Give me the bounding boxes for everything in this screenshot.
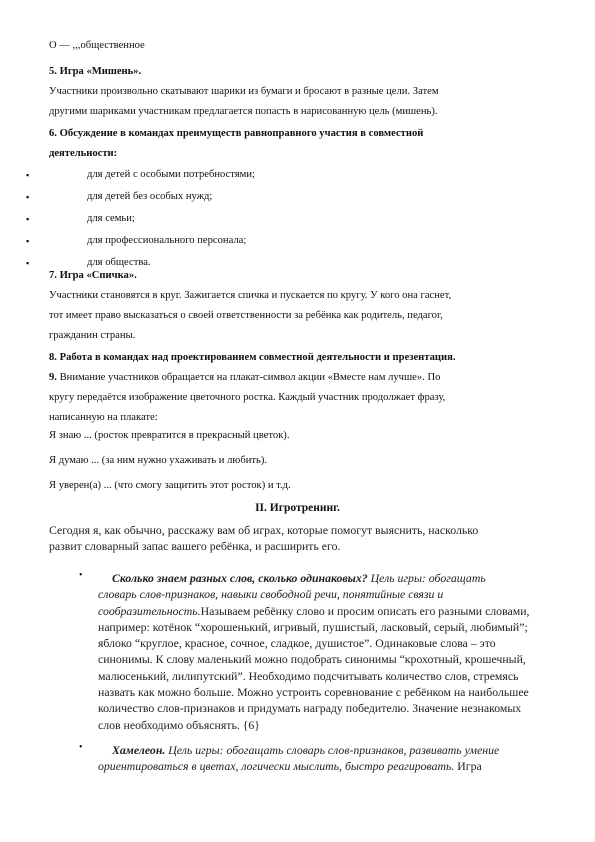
game-b-block [98,742,548,775]
bullet-icon: ▪ [26,236,30,246]
phrase3: Я уверен(а) ... (что смогу защитить этот росток) и т.д. [49,480,291,491]
bullet-list [26,164,555,274]
game-a-line1 [112,570,548,586]
game7-text-line3: гражданин страны. [49,330,136,341]
section2-heading: II. Игротренинг. [255,502,340,514]
game-a-line3 [98,603,548,619]
game7-title: 7. Игра «Спичка». [49,270,137,281]
game-b-title: Хамелеон. [112,743,166,757]
game-a-goal3: сообразительность. [98,603,201,618]
game-a-text4: например: котёнок “хорошенький, игривый, пушистый, ласковый, серый, любимый”; [98,619,528,634]
list-item-text: для детей с особыми потребностями; [87,169,255,180]
phrase3-block [49,476,555,496]
game-b-line1 [112,742,548,758]
phrase2: Я думаю ... (за ним нужно ухаживать и любить). [49,455,268,466]
game5-text-line1: Участники произвольно скатывают шарики из бумаги и бросают в разные цели. Затем [49,86,439,97]
item6-title-line2: деятельности: [49,148,118,159]
game-a-goal1: Цель игры: обогащать [367,571,486,585]
phrase2-block [49,451,555,471]
item6-bullets [26,164,555,274]
item8-text: 8. Работа в командах над проектированием совместной деятельности и презентация. [49,352,456,363]
item6-title-line1: 6. Обсуждение в командах преимуществ равноправного участия в совместной [49,128,424,139]
game-b-goal1: Цель игры: обогащать словарь слов-признаков, развивать умение [165,743,500,757]
game5-text-line2: другими шариками участникам предлагается попасть в нарисованную цель (мишень). [49,106,438,117]
bullet-icon: ▪ [26,258,30,268]
game-a-text10: слов необходимо объяснять. {6} [98,717,260,732]
game-b-line2 [98,758,548,774]
phrase1-block [49,426,555,446]
game-a-block [98,570,548,733]
text-line: О — ,,,общественное [49,40,145,51]
list-item-text: для профессионального персонала; [87,235,247,246]
phrase1: Я знаю ... (росток превратится в прекрасный цветок). [49,430,290,441]
item9-line3: написанную на плакате: [49,412,158,423]
item9-line1: 9. Внимание участников обращается на плакат-символ акции «Вместе нам лучше». По [49,372,441,383]
bullet-icon: • [79,570,83,581]
bullet-icon: ▪ [26,192,30,202]
item9-block [49,368,555,428]
game-a-text5: яблоко “круглое, красное, сочное, сладкое, душистое”. Одинаковые слова – это [98,636,496,651]
item8-block [49,348,555,368]
game-a-title: Сколько знаем разных слов, сколько одинаковых? [112,571,368,585]
game-a-text6: синонимы. К слову маленький можно подобрать синонимы “крохотный, крошечный, [98,652,526,667]
bullet-icon: • [79,742,83,753]
game-b-goal2: ориентироваться в цветах, логически мыслить, быстро реагировать. [98,759,455,774]
list-item [26,186,555,208]
list-item [26,208,555,230]
list-item [26,164,555,186]
item9-line2: кругу передаётся изображение цветочного ростка. Каждый участник продолжает фразу, [49,392,446,403]
line-obshchestvennoe [49,36,555,56]
item9-line1-text: Внимание участников обращается на плакат-символ акции «Вместе нам лучше». По [59,372,441,383]
game-a-goal2: словарь слов-признаков, навыки свободной речи, понятийные связи и [98,587,444,602]
game7-text-line1: Участники становятся в круг. Зажигается спичка и пускается по кругу. У кого она гаснет, [49,290,452,301]
list-item-text: для общества. [87,257,151,268]
intro-line2: развит словарный запас вашего ребёнка, и расширить его. [49,539,341,554]
game-b-text-after: Игра [454,759,482,774]
game-a-text8: назвать как можно больше. Можно устроить соревнование с ребёнком на наибольшее [98,685,529,700]
game-a-text3: Называем ребёнку слово и просим описать его разными словами, [200,603,530,618]
list-item-text: для детей без особых нужд; [87,191,213,202]
list-item [26,230,555,252]
bullet-icon: ▪ [26,170,30,180]
game7-text-line2: тот имеет право высказаться о своей ответственности за ребёнка как родитель, педагог, [49,310,443,321]
game-a-text9: количество слов-признаков и придумать награду победителю. Значение незнакомых [98,701,522,716]
game5-block [49,62,555,122]
list-item-text: для семьи; [87,213,135,224]
intro-line1: Сегодня я, как обычно, расскажу вам об играх, которые помогут выяснить, насколько [49,523,479,537]
item6-block [49,124,555,164]
game7-block [49,266,555,346]
bullet-icon: ▪ [26,214,30,224]
section2-intro [49,522,549,555]
game-a-text7: малюсенький, лилипутский”. Необходимо подсчитывать количество слов, стремясь [98,668,519,683]
game5-title: 5. Игра «Мишень». [49,66,142,77]
